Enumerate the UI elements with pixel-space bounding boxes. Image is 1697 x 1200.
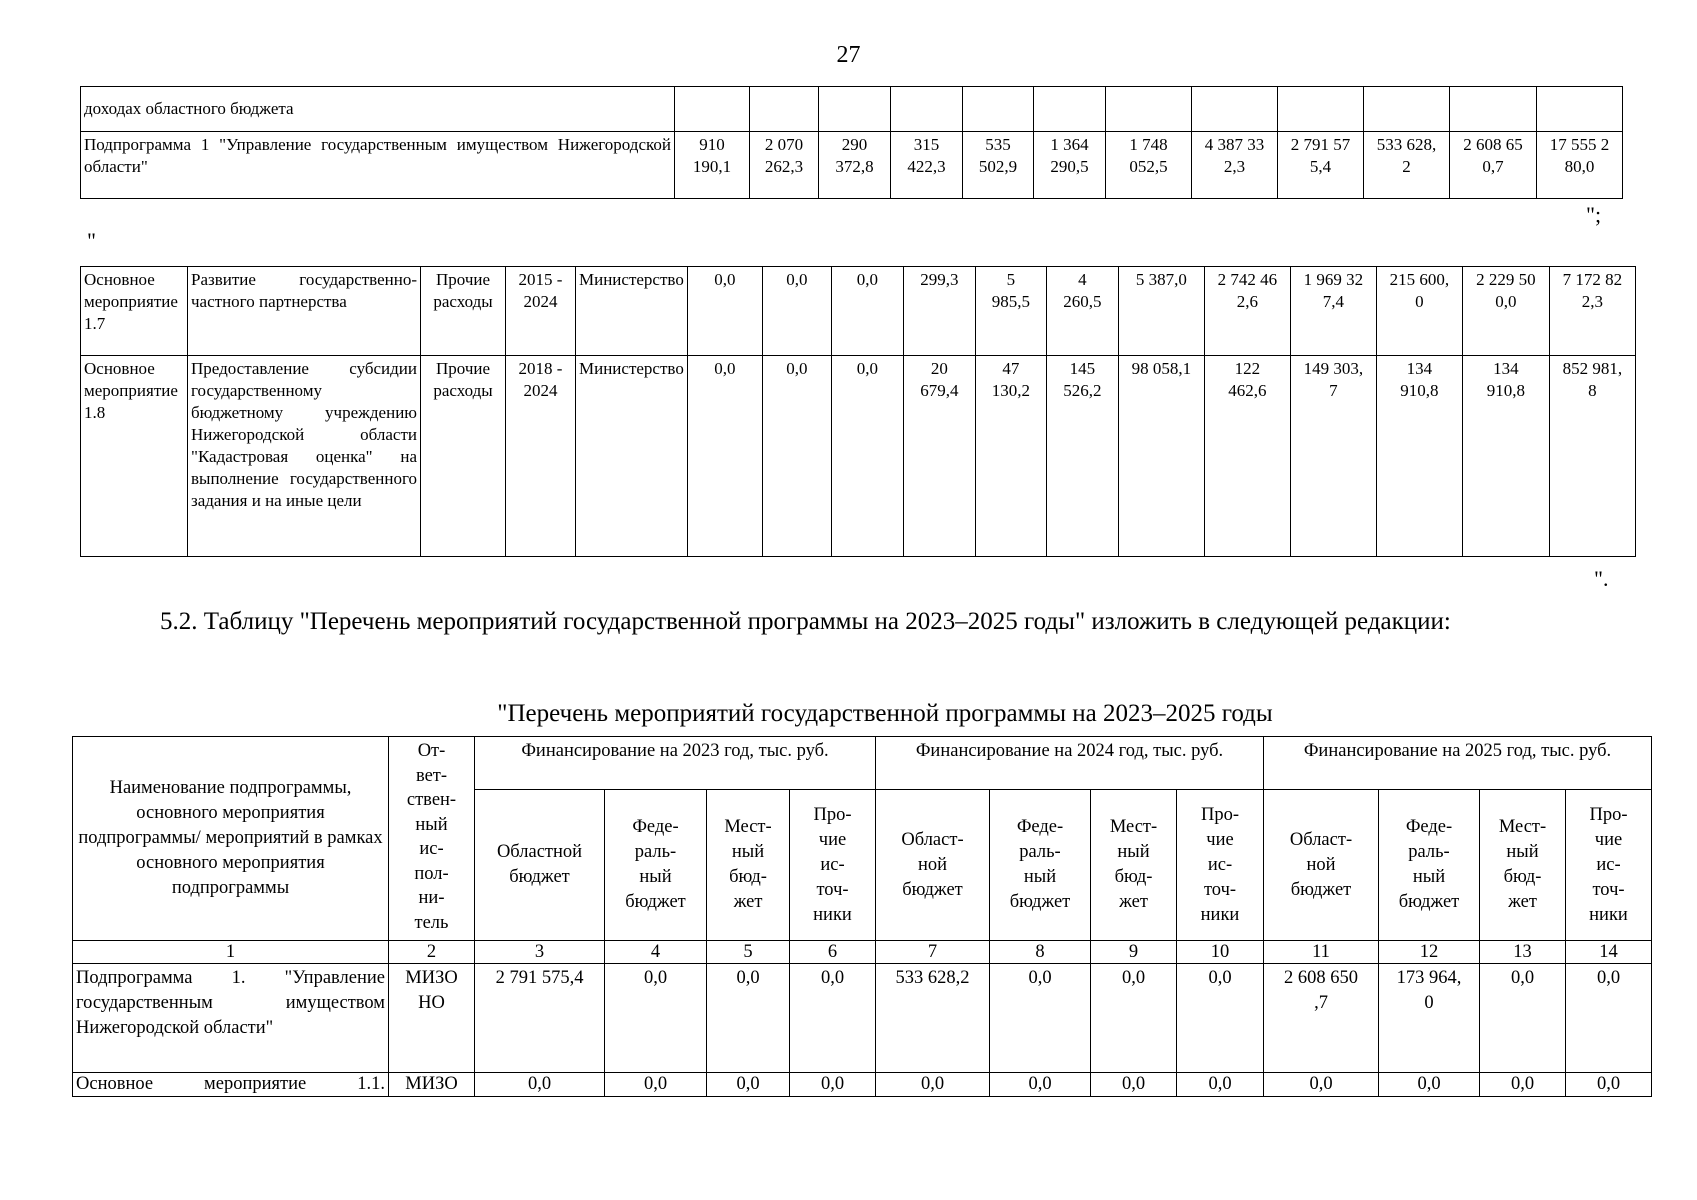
- table-cell: 0,0: [1177, 1073, 1264, 1097]
- column-number: 6: [790, 941, 876, 964]
- header-local-budget: Мест- ный бюд- жет: [1480, 790, 1566, 941]
- table-cell: 0,0: [707, 964, 790, 1073]
- table-cell: 0,0: [762, 267, 831, 356]
- column-number: 13: [1480, 941, 1566, 964]
- table-cell: [819, 87, 891, 132]
- row-executor: МИЗО: [389, 1073, 475, 1097]
- header-regional-budget: Област- ной бюджет: [1264, 790, 1379, 941]
- table-cell: 0,0: [1091, 964, 1177, 1073]
- column-numbers-row: [73, 941, 1652, 964]
- table-cell: 4 387 33 2,3: [1192, 132, 1278, 199]
- header-federal-budget: Феде- раль- ный бюджет: [990, 790, 1091, 941]
- table-row: [81, 356, 1636, 557]
- row-name: Подпрограмма 1. "Управление государственным имуществом Нижегородской области": [73, 964, 389, 1073]
- table-cell: 0,0: [605, 964, 707, 1073]
- table-cell: 47 130,2: [975, 356, 1046, 557]
- closing-quote: ".: [1594, 566, 1609, 591]
- amendment-paragraph: 5.2. Таблицу "Перечень мероприятий государственной программы на 2023–2025 годы" изложить в следующей редакции:: [160, 608, 1451, 635]
- table-row: [81, 132, 1623, 199]
- table-cell: 0,0: [1264, 1073, 1379, 1097]
- table-cell: 852 981, 8: [1549, 356, 1635, 557]
- table-cell: 2 791 575,4: [475, 964, 605, 1073]
- table-cell: 122 462,6: [1204, 356, 1290, 557]
- table-cell: [675, 87, 750, 132]
- table-cell: 2 229 50 0,0: [1462, 267, 1549, 356]
- table-cell: 0,0: [1480, 964, 1566, 1073]
- header-federal-budget: Феде- раль- ный бюджет: [605, 790, 707, 941]
- table-cell: [1034, 87, 1106, 132]
- table-cell: 1 364 290,5: [1034, 132, 1106, 199]
- table-cell: 145 526,2: [1046, 356, 1118, 557]
- table-cell: 0,0: [1379, 1073, 1480, 1097]
- header-name: Наименование подпрограммы, основного мероприятия подпрограммы/ мероприятий в рамках основного мероприятия подпрограммы: [73, 737, 389, 941]
- column-number: 5: [707, 941, 790, 964]
- table-cell: 0,0: [707, 1073, 790, 1097]
- table-program-2023-2025: [72, 736, 1652, 1097]
- table-cell: 533 628, 2: [1364, 132, 1450, 199]
- column-number: 1: [73, 941, 389, 964]
- executor: Министерство: [576, 267, 688, 356]
- table-row: [73, 964, 1652, 1073]
- table-cell: 910 190,1: [675, 132, 750, 199]
- table-cell: 0,0: [831, 267, 903, 356]
- table-row: [73, 1073, 1652, 1097]
- activity-name: Развитие государственно-частного партнерства: [188, 267, 421, 356]
- row-label: Подпрограмма 1 "Управление государственным имуществом Нижегородской области": [81, 132, 675, 199]
- table-cell: [1364, 87, 1450, 132]
- header-group-2024: Финансирование на 2024 год, тыс. руб.: [876, 737, 1264, 790]
- table-title: "Перечень мероприятий государственной программы на 2023–2025 годы: [497, 700, 1273, 727]
- table-cell: 17 555 2 80,0: [1537, 132, 1623, 199]
- table-cell: 2 070 262,3: [750, 132, 819, 199]
- table-cell: 290 372,8: [819, 132, 891, 199]
- column-number: 9: [1091, 941, 1177, 964]
- table-cell: 0,0: [790, 1073, 876, 1097]
- table-cell: 1 748 052,5: [1106, 132, 1192, 199]
- table-cell: 0,0: [687, 356, 762, 557]
- header-group-2023: Финансирование на 2023 год, тыс. руб.: [475, 737, 876, 790]
- table-cell: [1106, 87, 1192, 132]
- table-cell: 215 600, 0: [1376, 267, 1462, 356]
- table-cell: 0,0: [1091, 1073, 1177, 1097]
- table-cell: 0,0: [605, 1073, 707, 1097]
- table-cell: 0,0: [1177, 964, 1264, 1073]
- page-number: 27: [836, 42, 861, 68]
- table-cell: 2 608 65 0,7: [1450, 132, 1537, 199]
- row-name: Основное мероприятие 1.1.: [73, 1073, 389, 1097]
- header-local-budget: Мест- ный бюд- жет: [1091, 790, 1177, 941]
- header-executor: От- вет- ствен- ный ис- пол- ни- тель: [389, 737, 475, 941]
- column-number: 3: [475, 941, 605, 964]
- table-subprogram-totals: [80, 86, 1623, 199]
- table-cell: [1450, 87, 1537, 132]
- header-other-sources: Про- чие ис- точ- ники: [1566, 790, 1652, 941]
- table-cell: 0,0: [831, 356, 903, 557]
- table-cell: 533 628,2: [876, 964, 990, 1073]
- table-cell: [1278, 87, 1364, 132]
- table-cell: 134 910,8: [1376, 356, 1462, 557]
- table-cell: 299,3: [903, 267, 975, 356]
- column-number: 4: [605, 941, 707, 964]
- table-cell: 7 172 82 2,3: [1549, 267, 1635, 356]
- table-cell: 5 387,0: [1118, 267, 1204, 356]
- table-cell: 535 502,9: [963, 132, 1034, 199]
- row-label: доходах областного бюджета: [81, 87, 675, 132]
- executor: Министерство: [576, 356, 688, 557]
- table-cell: 0,0: [1566, 964, 1652, 1073]
- table-row: [81, 87, 1623, 132]
- column-number: 8: [990, 941, 1091, 964]
- activity-code: Основное мероприятие 1.7: [81, 267, 188, 356]
- header-local-budget: Мест- ный бюд- жет: [707, 790, 790, 941]
- table-cell: 2 791 57 5,4: [1278, 132, 1364, 199]
- table-cell: 134 910,8: [1462, 356, 1549, 557]
- table-cell: 0,0: [762, 356, 831, 557]
- table-cell: 1 969 32 7,4: [1290, 267, 1376, 356]
- header-other-sources: Про- чие ис- точ- ники: [790, 790, 876, 941]
- column-number: 12: [1379, 941, 1480, 964]
- column-number: 14: [1566, 941, 1652, 964]
- table-cell: 5 985,5: [975, 267, 1046, 356]
- table-cell: 20 679,4: [903, 356, 975, 557]
- table-cell: 0,0: [1566, 1073, 1652, 1097]
- table-cell: [1192, 87, 1278, 132]
- column-number: 7: [876, 941, 990, 964]
- header-federal-budget: Феде- раль- ный бюджет: [1379, 790, 1480, 941]
- closing-quote: ";: [1586, 202, 1602, 227]
- table-cell: 315 422,3: [891, 132, 963, 199]
- table-cell: [963, 87, 1034, 132]
- column-number: 2: [389, 941, 475, 964]
- table-cell: 149 303, 7: [1290, 356, 1376, 557]
- table-cell: 173 964, 0: [1379, 964, 1480, 1073]
- table-cell: 0,0: [1480, 1073, 1566, 1097]
- table-cell: 0,0: [990, 964, 1091, 1073]
- table-cell: [1537, 87, 1623, 132]
- table-activities: [80, 266, 1636, 557]
- column-number: 11: [1264, 941, 1379, 964]
- expense-type: Прочие расходы: [421, 267, 506, 356]
- header-regional-budget: Областной бюджет: [475, 790, 605, 941]
- expense-type: Прочие расходы: [421, 356, 506, 557]
- period: 2018 - 2024: [506, 356, 576, 557]
- table-cell: 0,0: [990, 1073, 1091, 1097]
- table-cell: 0,0: [790, 964, 876, 1073]
- table-cell: 0,0: [687, 267, 762, 356]
- opening-quote: ": [87, 228, 96, 253]
- activity-name: Предоставление субсидии государственному бюджетному учреждению Нижегородской области "Кадастровая оценка" на выполнение государственного задания и на иные цели: [188, 356, 421, 557]
- table-cell: 98 058,1: [1118, 356, 1204, 557]
- row-executor: МИЗО НО: [389, 964, 475, 1073]
- table-cell: 2 608 650 ,7: [1264, 964, 1379, 1073]
- table-cell: 4 260,5: [1046, 267, 1118, 356]
- header-other-sources: Про- чие ис- точ- ники: [1177, 790, 1264, 941]
- activity-code: Основное мероприятие 1.8: [81, 356, 188, 557]
- table-cell: 0,0: [475, 1073, 605, 1097]
- table-row: [81, 267, 1636, 356]
- table-cell: [891, 87, 963, 132]
- header-regional-budget: Област- ной бюджет: [876, 790, 990, 941]
- table-cell: 2 742 46 2,6: [1204, 267, 1290, 356]
- table-cell: 0,0: [876, 1073, 990, 1097]
- column-number: 10: [1177, 941, 1264, 964]
- table-cell: [750, 87, 819, 132]
- period: 2015 - 2024: [506, 267, 576, 356]
- header-group-2025: Финансирование на 2025 год, тыс. руб.: [1264, 737, 1652, 790]
